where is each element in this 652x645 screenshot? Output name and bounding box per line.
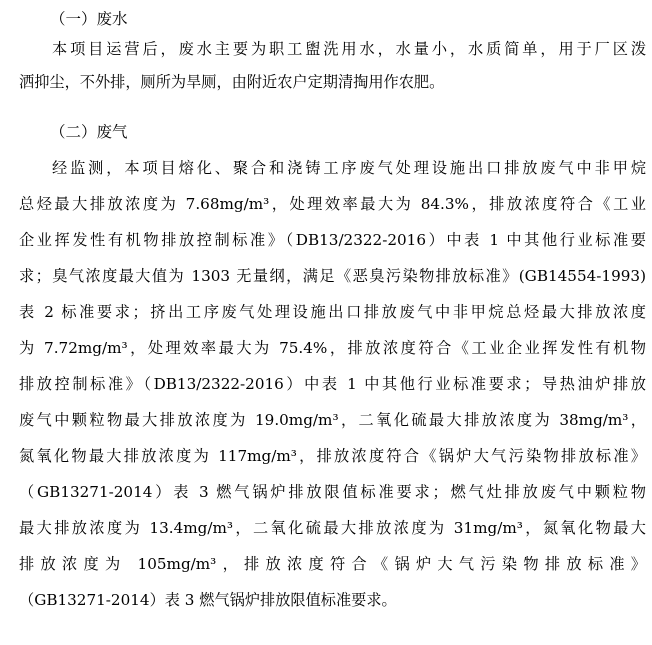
paragraph-line: 企业挥发性有机物排放控制标准》（DB13/2322-2016）中表 1 中其他行业标准要: [19, 231, 646, 249]
paragraph-line: （GB13271-2014）表 3 燃气锅炉排放限值标准要求。: [19, 591, 397, 609]
paragraph-line: 经监测，本项目熔化、聚合和浇铸工序废气处理设施出口排放废气中非甲烷: [52, 159, 646, 177]
paragraph-line: 洒抑尘，不外排，厕所为旱厕，由附近农户定期清掏用作农肥。: [19, 73, 445, 91]
paragraph-line: 最大排放浓度为 13.4mg/m³，二氧化硫最大排放浓度为 31mg/m³，氮氧化物最大: [19, 519, 646, 537]
paragraph-line: 氮氧化物最大排放浓度为 117mg/m³，排放浓度符合《锅炉大气污染物排放标准》: [19, 447, 646, 465]
paragraph-line: 总烃最大排放浓度为 7.68mg/m³，处理效率最大为 84.3%，排放浓度符合《工业: [19, 195, 646, 213]
paragraph-line: 表 2 标准要求；挤出工序废气处理设施出口排放废气中非甲烷总烃最大排放浓度: [19, 303, 646, 321]
paragraph-line: 求；臭气浓度最大值为 1303 无量纲，满足《恶臭污染物排放标准》(GB14554-1993): [19, 267, 646, 285]
paragraph-line: 排放控制标准》（DB13/2322-2016）中表 1 中其他行业标准要求；导热油炉排放: [19, 375, 646, 393]
paragraph-line: 本项目运营后，废水主要为职工盥洗用水，水量小，水质简单，用于厂区泼: [52, 40, 646, 58]
section-heading-exhaust: （二）废气: [50, 123, 128, 141]
paragraph-line: 废气中颗粒物最大排放浓度为 19.0mg/m³，二氧化硫最大排放浓度为 38mg/m³，: [19, 411, 646, 429]
paragraph-line: 为 7.72mg/m³，处理效率最大为 75.4%，排放浓度符合《工业企业挥发性有机物: [19, 339, 646, 357]
paragraph-line: （GB13271-2014）表 3 燃气锅炉排放限值标准要求；燃气灶排放废气中颗粒物: [19, 483, 646, 501]
section-heading-wastewater: （一）废水: [50, 10, 128, 28]
paragraph-line: 排放浓度为 105mg/m³，排放浓度符合《锅炉大气污染物排放标准》: [19, 555, 646, 573]
